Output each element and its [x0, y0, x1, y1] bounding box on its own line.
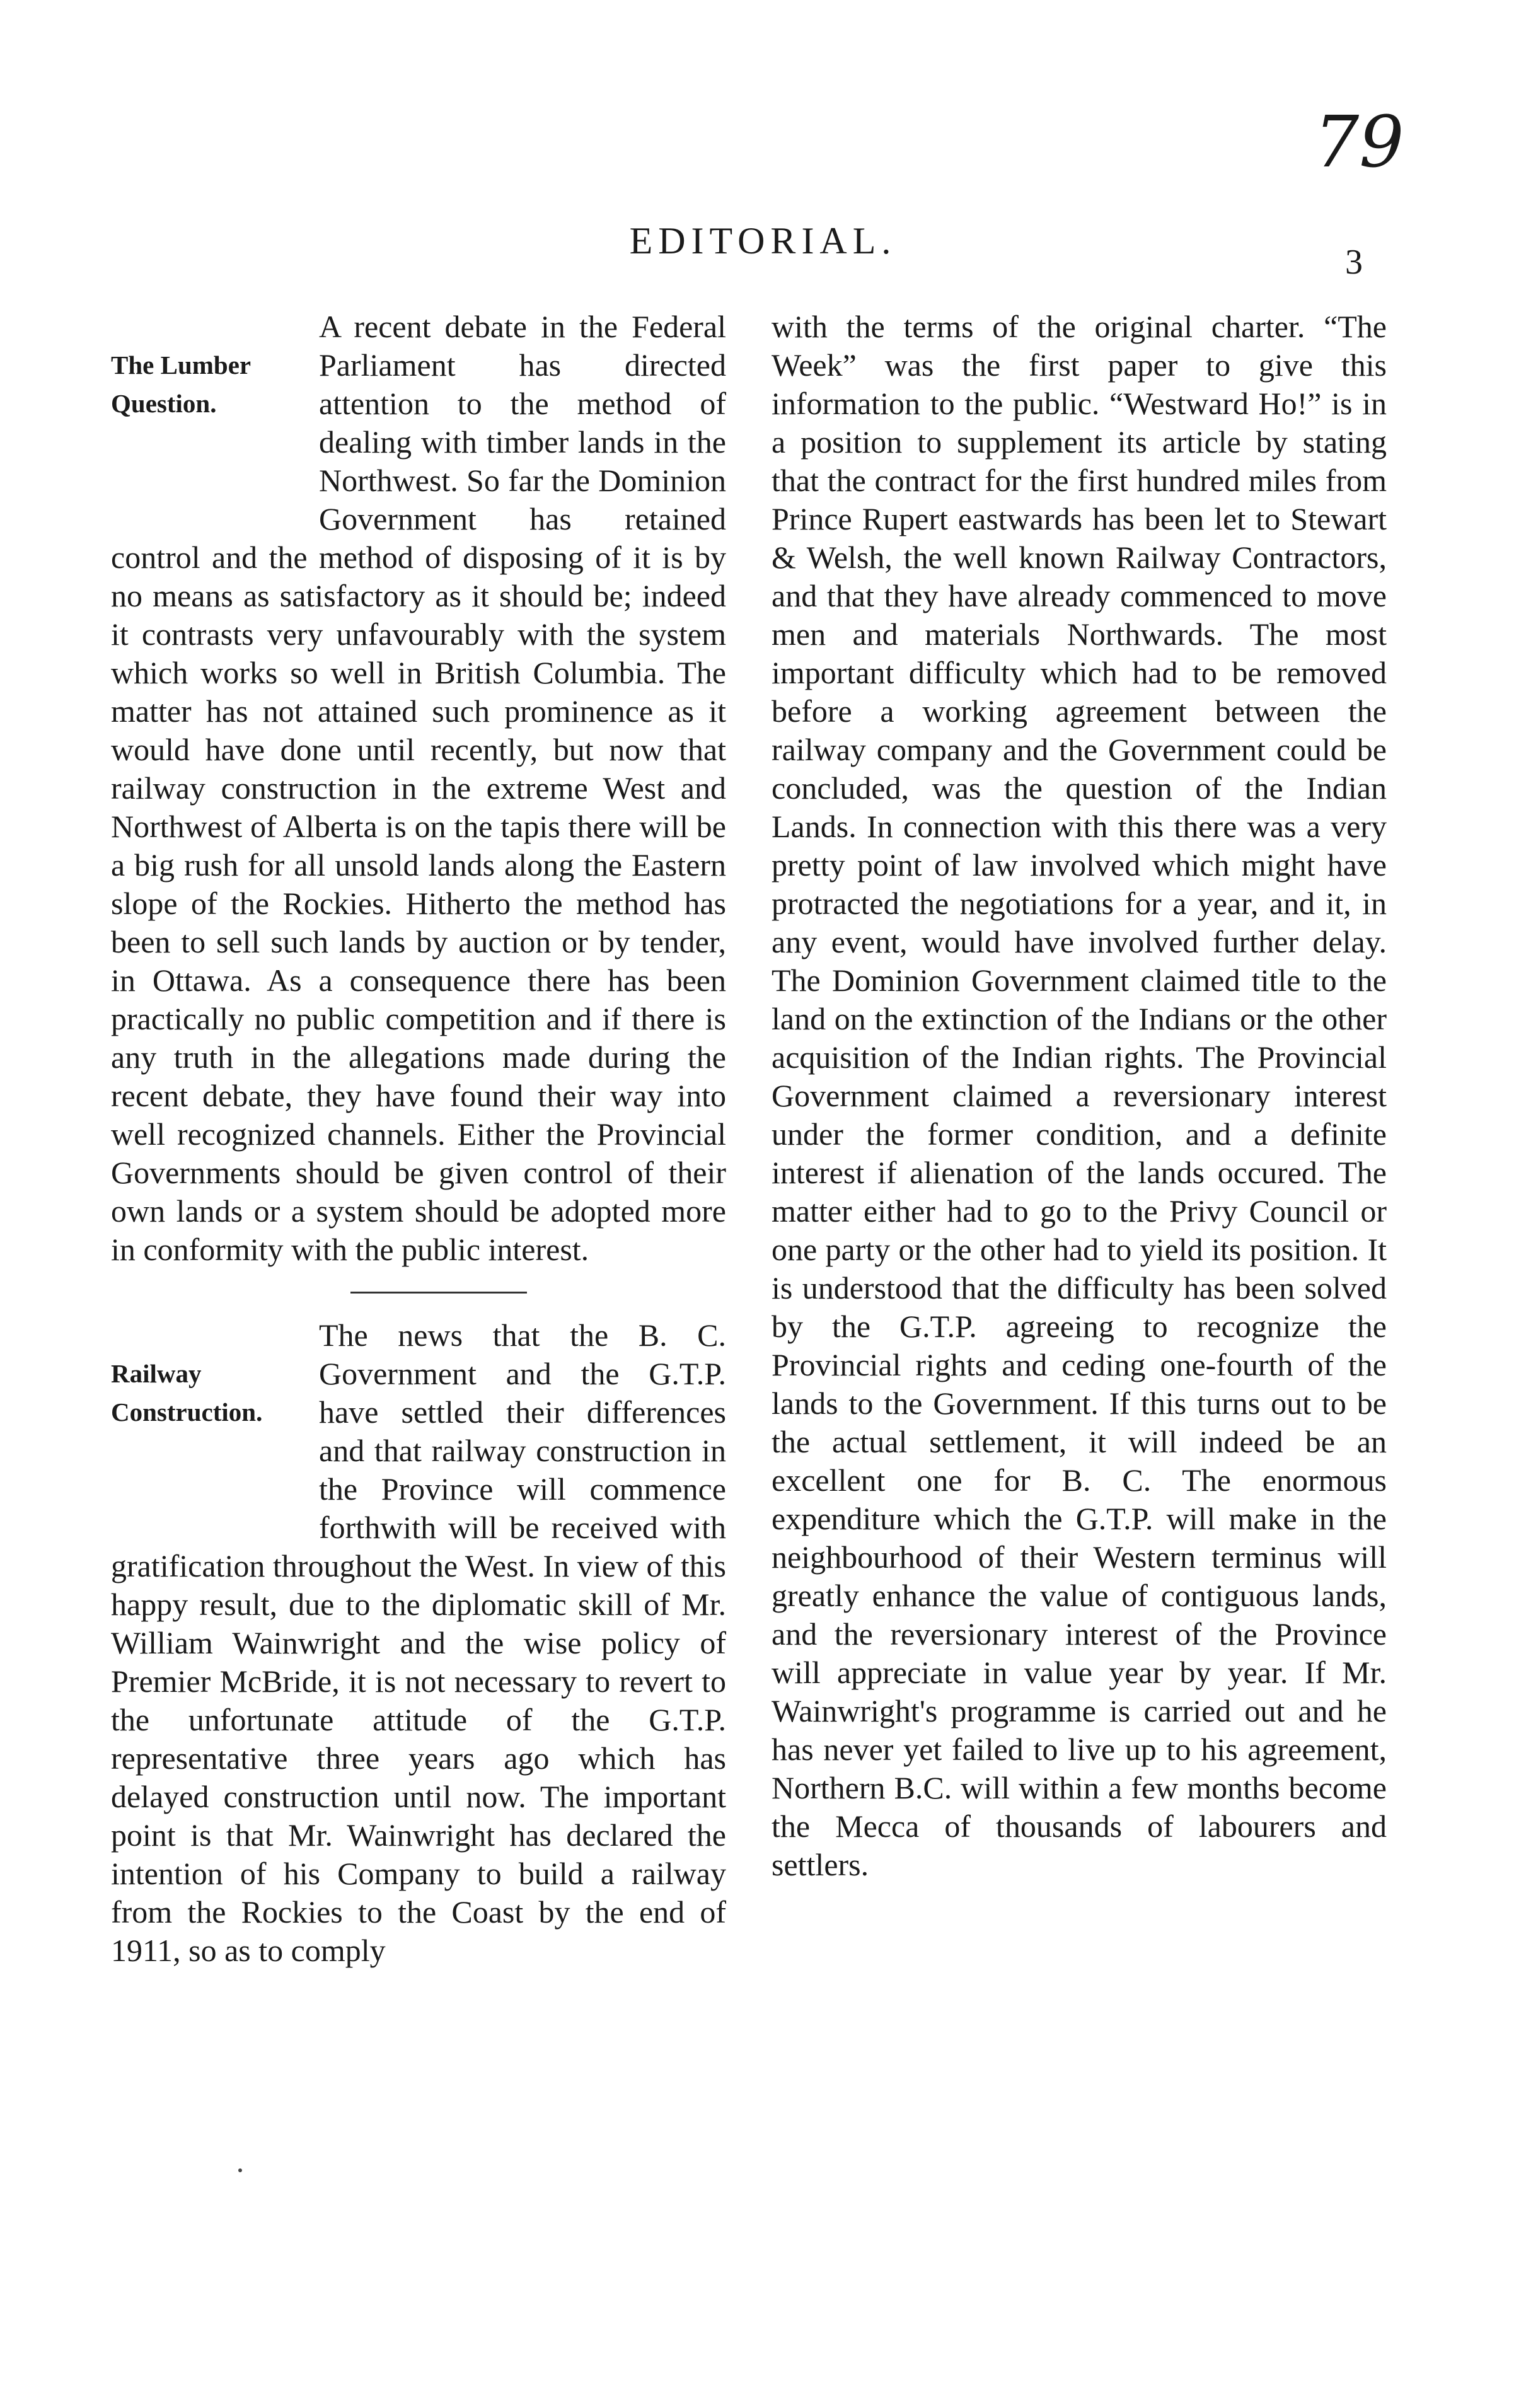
side-head-line: The Lumber: [111, 350, 251, 379]
side-head-lumber-question: [111, 346, 319, 423]
right-column: [772, 308, 1387, 1884]
stray-ink-mark: [238, 2168, 242, 2172]
left-column: [111, 308, 726, 1970]
handwritten-page-number: 79: [1314, 101, 1404, 183]
article-railway-construction-text: The news that the B. C. Government and the G.T.P. have settled their differences and that railway construction in the Province will commence forthwith will be received with gratification throughout the West. In view of this happy result, due to the diplomatic skill of Mr. William Wainwright and the wise policy of Premier McBride, it is not necessary to revert to the unfortunate attitude of the G.T.P. representative three years ago which has delayed construction until now. The important point is that Mr. Wainwright has declared the intention of his Company to build a railway from the Rockies to the Coast by the end of 1911, so as to comply: [111, 1317, 726, 1968]
section-divider: [350, 1292, 527, 1294]
running-head: EDITORIAL.: [629, 220, 897, 262]
page-number: 3: [1345, 243, 1363, 282]
side-head-line: Railway: [111, 1359, 202, 1388]
side-head-railway-construction: [111, 1355, 319, 1432]
article-lumber-question-text: A recent debate in the Federal Parliament has directed attention to the method of dealing with timber lands in the Northwest. So far the Dominion Government has retained control and the method of disposing of it is by no means as satisfactory as it should be; indeed it contrasts very unfavourably with the system which works so well in British Columbia. The matter has not attained such prominence as it would have done until recently, but now that railway construction in the extreme West and Northwest of Alberta is on the tapis there will be a big rush for all unsold lands along the Eastern slope of the Rockies. Hitherto the method has been to sell such lands by auction or by tender, in Ottawa. As a consequence there has been practically no public competition and if there is any truth in the allegations made during the recent debate, they have found their way into well recognized channels. Either the Provincial Governments should be given control of their own lands or a system should be adopted more in conformity with the public interest.: [111, 309, 726, 1267]
article-railway-construction-continuation: with the terms of the original charter. “The Week” was the first paper to give this information to the public. “Westward Ho!” is in a position to supplement its article by stating that the contract for the first hundred miles from Prince Rupert eastwards has been let to Stewart & Welsh, the well known Railway Contractors, and that they have already commenced to move men and materials Northwards. The most important difficulty which had to be removed before a working agreement between the railway company and the Government could be concluded, was the question of the Indian Lands. In connection with this there was a very pretty point of law involved which might have protracted the negotiations for a year, and it, in any event, would have involved further delay. The Dominion Government claimed title to the land on the extinction of the Indians or the other acquisition of the Indian rights. The Provincial Government claimed a reversionary interest under the former condition, and a definite interest if alienation of the lands occured. The matter either had to go to the Privy Council or one party or the other had to yield its position. It is understood that the difficulty has been solved by the G.T.P. agreeing to recognize the Provincial rights and ceding one-fourth of the lands to the Government. If this turns out to be the actual settlement, it will indeed be an excellent one for B. C. The enormous expenditure which the G.T.P. will make in the neighbourhood of their Western terminus will greatly enhance the value of contiguous lands, and the reversionary interest of the Province will appreciate in value year by year. If Mr. Wainwright's programme is carried out and he has never yet failed to live up to his agreement, Northern B.C. will within a few months become the Mecca of thousands of labourers and settlers.: [772, 309, 1387, 1882]
side-head-line: Question.: [111, 389, 217, 418]
side-head-line: Construction.: [111, 1398, 263, 1427]
